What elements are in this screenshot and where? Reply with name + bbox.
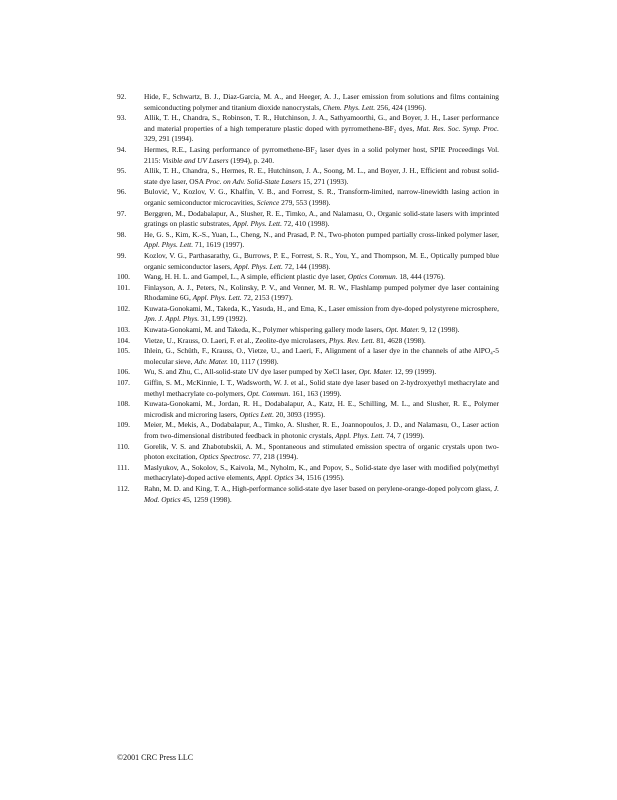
reference-body: Wang, H. H. L. and Gampel, L., A simple, efficient plastic dye laser, [144,272,348,282]
reference-number: 94. [117,144,127,154]
reference-number: 99. [117,250,127,260]
reference-body: Maslyukov, A., Sokolov, S., Kaivola, M., Nyholm, K., and Popov, S., Solid-state dye laser with modified poly(methyl methacrylate)-doped active elements, [144,462,499,483]
reference-body: Wu, S. and Zhu, C., All-solid-state UV dye laser pumped by XeCl laser, [144,367,359,377]
reference-list [117,92,499,505]
reference-citation: 20, 3093 (1995). [273,409,326,419]
reference-item [117,336,499,347]
reference-body: Finlayson, A. J., Peters, N., Kolinsky, P. V., and Venner, M. R. W., Flashlamp pumped polymer dye laser containing Rhodamine 6G, [144,282,499,303]
reference-text [144,325,499,336]
reference-text [144,113,499,145]
reference-journal: Phys. Rev. Lett. [328,335,375,345]
reference-item [117,325,499,336]
reference-text [144,166,499,187]
reference-item [117,145,499,166]
reference-text [144,346,499,367]
reference-text [144,420,499,441]
reference-text [144,484,499,505]
reference-body: Bulović, V., Kozlov, V. G., Khalfin, V. B., and Forrest, S. R., Transform-limited, narrow-linewidth lasing action in organic semiconductor microcavities, [144,187,499,207]
reference-body: He, G. S., Kim, K.-S., Yuan, L., Cheng, N., and Prasad, P. N., Two-photon pumped partially cross-linked polymer laser, [144,229,499,239]
reference-item [117,367,499,378]
reference-number: 112. [117,483,130,493]
reference-journal: Optics Lett. [239,409,274,419]
reference-citation: 71, 1619 (1997). [193,240,245,250]
reference-item [117,92,499,113]
reference-citation: 45, 1259 (1998). [180,494,232,504]
reference-number: 110. [117,441,130,451]
reference-journal: Chem. Phys. Lett. [322,102,376,112]
reference-citation: 9, 12 (1998). [419,325,460,335]
reference-item [117,484,499,505]
reference-text [144,145,499,166]
reference-journal: Optics Commun. [347,272,398,282]
reference-number: 102. [117,303,130,313]
reference-journal: Proc. on Adv. Solid-State Lasers [205,176,302,186]
reference-citation: 74, 7 (1999). [384,431,425,440]
reference-journal: Appl. Phys. Lett. [192,293,242,303]
reference-number: 106. [117,367,130,377]
reference-number: 107. [117,378,130,388]
reference-citation: 72, 410 (1998). [281,219,330,229]
reference-number: 93. [117,113,127,123]
reference-number: 104. [117,335,130,345]
reference-text [144,251,499,272]
reference-citation: 72, 144 (1998). [282,261,331,271]
reference-journal: Science [256,197,280,207]
reference-item [117,230,499,251]
reference-item [117,187,499,208]
reference-citation: 329, 291 (1994). [144,134,194,144]
reference-body: Hermes, R.E., Lasing performance of pyrromethene-BF₂ laser dyes in a solid polymer host, SPIE Proceedings Vol. 2115: [144,144,499,165]
copyright-footer: ©2001 CRC Press LLC [117,753,194,762]
reference-body: Rahn, M. D. and King, T. A., High-performance solid-state dye laser based on perylene-orange-doped polycom glass, [144,483,494,493]
reference-journal: J. Mod. Optics [144,483,499,504]
reference-body: Kuwata-Gonokami, M. and Takeda, K., Polymer whispering gallery mode lasers, [144,325,386,335]
reference-journal: Appl. Phys. Lett. [233,261,283,271]
reference-citation: 77, 218 (1994). [250,452,299,462]
reference-citation: 81, 4628 (1998). [374,335,426,345]
reference-number: 96. [117,187,127,197]
reference-number: 100. [117,272,130,282]
reference-journal: Appl. Optics [256,473,294,483]
reference-number: 98. [117,229,127,239]
reference-text [144,92,499,113]
reference-number: 101. [117,282,130,292]
reference-text [144,187,499,208]
reference-number: 97. [117,208,127,218]
reference-citation: (1994), p. 240. [228,155,275,165]
reference-text [144,336,499,347]
reference-citation: 161, 163 (1999). [290,388,342,398]
reference-citation: 18, 444 (1976). [397,272,445,282]
reference-item [117,420,499,441]
reference-citation: 31, L99 (1992). [199,314,248,324]
reference-body: Allik, T. H., Chandra, S., Robinson, T. R., Hutchinson, J. A., Sathyamoorthi, G., and Boyer, J. H., Laser performance and material properties of a high temperature plastic doped with pyrromethene-BF₂ dyes, [144,113,499,133]
reference-body: Kozlov, V. G., Parthasarathy, G., Burrows, P. E., Forrest, S. R., You, Y., and Thompson, M. E., Optically pumped blue organic semiconductor lasers, [144,250,499,271]
reference-item [117,442,499,463]
reference-body: Kuwata-Gonokami, M., Takeda, K., Yasuda, H., and Ema, K., Laser emission from dye-doped polystyrene microsphere, [144,303,499,313]
reference-number: 109. [117,420,130,430]
reference-journal: Optics Spectrosc. [199,452,251,462]
reference-item [117,399,499,420]
reference-journal: Appl. Phys. Lett. [232,219,282,229]
reference-item [117,209,499,230]
reference-citation: 256, 424 (1996). [375,102,427,112]
reference-text [144,367,499,378]
reference-number: 111. [117,462,130,472]
reference-journal: Opt. Mater. [385,325,420,335]
reference-number: 95. [117,166,127,176]
reference-item [117,283,499,304]
reference-citation: 10, 1117 (1998). [228,356,279,366]
reference-item [117,378,499,399]
reference-item [117,272,499,283]
reference-number: 108. [117,399,130,409]
reference-body: Ihlein, G., Schüth, F., Krauss, O., Vietze, U., and Laeri, F., Alignment of a laser dye in the channels of athe AlPO₄-5 molecular sieve, [144,346,499,366]
reference-item [117,304,499,325]
reference-text [144,304,499,325]
reference-text [144,399,499,420]
reference-body: Giffin, S. M., McKinnie, I. T., Wadsworth, W. J. et al., Solid state dye laser based on 2-hydroxyethyl methacrylate and methyl methacrylate co-polymers, [144,378,499,398]
reference-item [117,113,499,145]
reference-body: Allik, T. H., Chandra, S., Hermes, R. E., Hutchinson, J. A., Soong, M. L., and Boyer, J. H., Efficient and robust solid-state dye laser, OSA [144,166,499,186]
reference-number: 105. [117,346,130,356]
reference-body: Berggren, M., Dodabalapur, A., Slusher, R. E., Timko, A., and Nalamasu, O., Organic solid-state lasers with imprinted gratings on plastic substrates, [144,208,499,229]
reference-text [144,378,499,399]
reference-journal: Appl. Phys. Lett. [144,240,194,250]
reference-journal: Opt. Mater. [358,367,393,377]
reference-text [144,463,499,484]
reference-journal: Opt. Commun. [247,388,291,398]
reference-journal: Appl. Phys. Lett. [335,431,385,440]
reference-item [117,166,499,187]
reference-item [117,251,499,272]
reference-text [144,272,499,283]
reference-number: 103. [117,325,130,335]
reference-number: 92. [117,92,127,101]
reference-text [144,442,499,463]
reference-text [144,230,499,251]
reference-item [117,463,499,484]
reference-journal: Mat. Res. Soc. Symp. Proc. [416,123,499,133]
reference-citation: 34, 1516 (1995). [293,473,345,483]
reference-journal: Jpn. J. Appl. Phys. [144,314,200,324]
reference-body: Hide, F., Schwartz, B. J., Diaz-Garcia, M. A., and Heeger, A. J., Laser emission from solutions and films containing semiconducting polymer and titanium dioxide nanocrystals, [144,92,499,112]
reference-citation: 15, 271 (1993). [301,176,349,186]
reference-body: Meier, M., Mekis, A., Dodabalapur, A., Timko, A. Slusher, R. E., Joannopoulos, J. D., and Nalamasu, O., Laser action from two-dimensional distributed feedback in photonic crystals, [144,420,499,440]
reference-journal: Adv. Mater. [194,356,229,366]
reference-body: Gorelik, V. S. and Zhabotubskii, A. M., Spontaneous and stimulated emission spectra of organic crystals upon two-photon excitation, [144,441,499,462]
reference-citation: 72, 2153 (1997). [241,293,293,303]
reference-body: Vietze, U., Krauss, O. Laeri, F. et al., Zeolite-dye microlasers, [144,335,329,345]
reference-citation: 12, 99 (1999). [392,367,437,377]
reference-text [144,283,499,304]
reference-body: Kuwata-Gonokami, M., Jordan, R. H., Dodabalapur, A., Katz, H. E., Schilling, M. L., and Slusher, R. E., Polymer microdisk and microring lasers, [144,399,499,419]
reference-item [117,346,499,367]
reference-text [144,209,499,230]
reference-journal: Visible and UV Lasers [162,155,229,165]
reference-citation: 279, 553 (1998). [279,197,331,207]
